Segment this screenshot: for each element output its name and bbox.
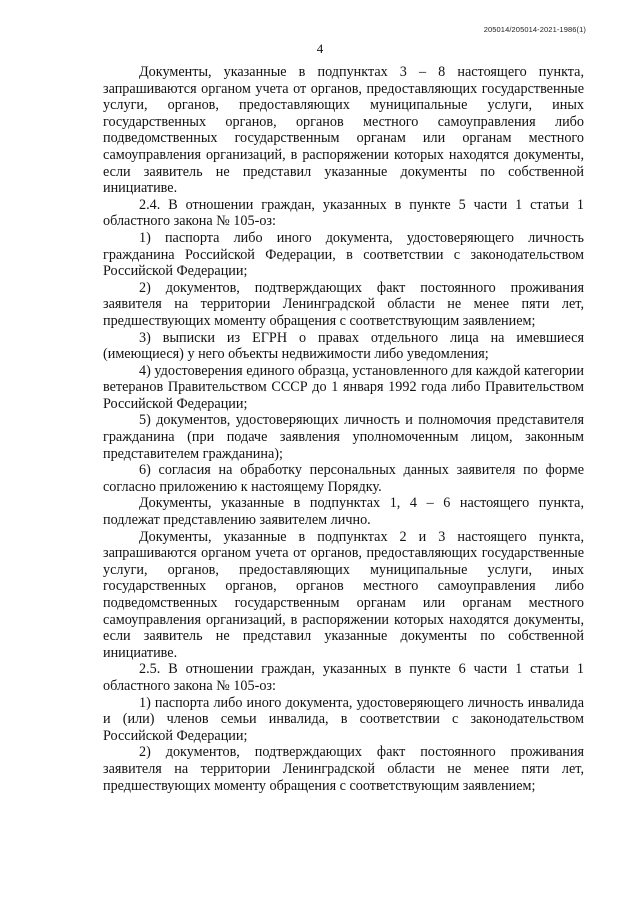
paragraph-2-4-item-3: 3) выписки из ЕГРН о правах отдельного лица на имевшиеся (имеющиеся) у него объекты недвижимости либо уведомления; <box>103 329 584 363</box>
paragraph-2-5-heading: 2.5. В отношении граждан, указанных в пункте 6 части 1 статьи 1 областного закона № 105-оз: <box>103 661 584 694</box>
paragraph-2-4-item-5: 5) документов, удостоверяющих личность и полномочия представителя гражданина (при подаче заявления уполномоченным лицом, законным представителем гражданина); <box>103 412 584 462</box>
paragraph-2-4-item-4: 4) удостоверения единого образца, установленного для каждой категории ветеранов Правительством СССР до 1 января 1992 года либо Правительством Российской Федерации; <box>103 362 584 412</box>
paragraph-documents-personal-submission: Документы, указанные в подпунктах 1, 4 – 6 настоящего пункта, подлежат представлению заявителем лично. <box>103 495 584 529</box>
paragraph-2-4-heading: 2.4. В отношении граждан, указанных в пункте 5 части 1 статьи 1 областного закона № 105-оз: <box>103 196 584 230</box>
document-id: 205014/205014-2021-1986(1) <box>483 25 586 34</box>
page-number: 4 <box>316 41 324 56</box>
paragraph-2-5-item-2: 2) документов, подтверждающих факт постоянного проживания заявителя на территории Ленинградской области не менее пяти лет, предшествующих моменту обращения с соответствующим заявлением; <box>103 744 584 794</box>
paragraph-2-5-item-1: 1) паспорта либо иного документа, удостоверяющего личность инвалида и (или) членов семьи инвалида, в соответствии с законодательством Российской Федерации; <box>103 694 584 744</box>
document-body <box>103 64 584 794</box>
paragraph-documents-requested-3-8: Документы, указанные в подпунктах 3 – 8 настоящего пункта, запрашиваются органом учета от органов, предоставляющих государственные услуги, органов, предоставляющих муниципальные услуги, иных государственных органов, органов местного самоуправления либо подведомственных государственным органам или органам местного самоуправления организаций, в распоряжении которых находятся документы, если заявитель не представил указанные документы по собственной инициативе. <box>103 64 584 197</box>
paragraph-2-4-item-2: 2) документов, подтверждающих факт постоянного проживания заявителя на территории Ленинградской области не менее пяти лет, предшествующих моменту обращения с соответствующим заявлением; <box>103 279 584 329</box>
paragraph-2-4-item-6: 6) согласия на обработку персональных данных заявителя по форме согласно приложению к настоящему Порядку. <box>103 462 584 495</box>
paragraph-2-4-item-1: 1) паспорта либо иного документа, удостоверяющего личность гражданина Российской Федерации, в соответствии с законодательством Российской Федерации; <box>103 229 584 280</box>
paragraph-documents-requested-2-3: Документы, указанные в подпунктах 2 и 3 настоящего пункта, запрашиваются органом учета от органов, предоставляющих государственные услуги, органов, предоставляющих муниципальные услуги, иных государственных органов, органов местного самоуправления либо подведомственных государственным органам или органам местного самоуправления организаций, в распоряжении которых находятся документы, если заявитель не представил указанные документы по собственной инициативе. <box>103 528 584 661</box>
